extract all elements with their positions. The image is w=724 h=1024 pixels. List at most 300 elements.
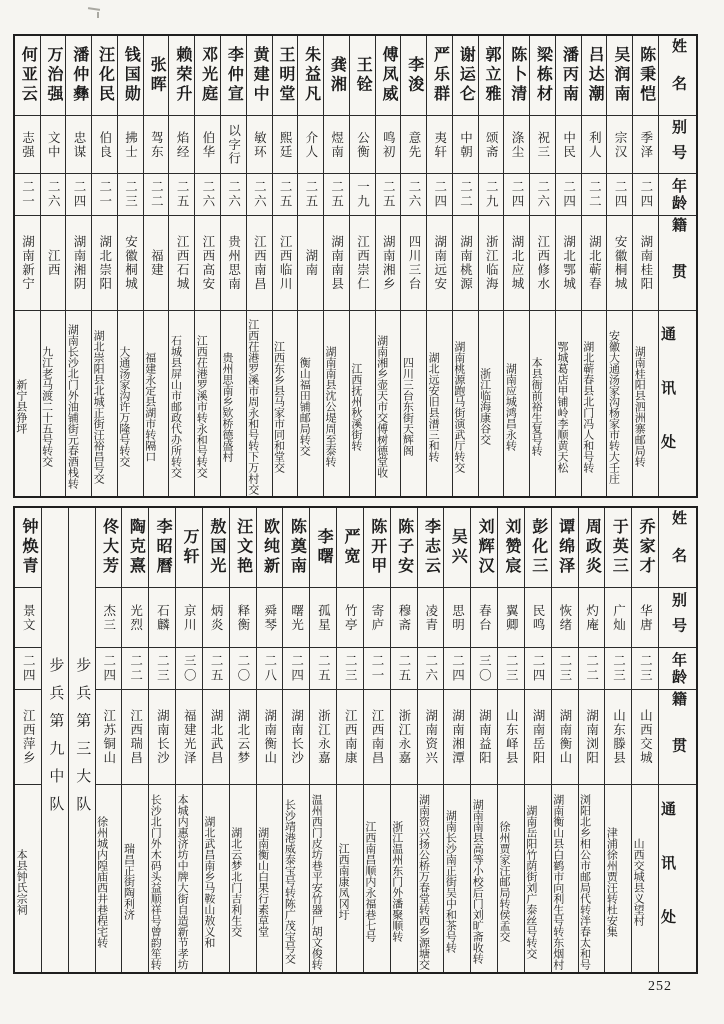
age-cell: [530, 174, 555, 216]
origin-cell-text: 湖南: [303, 249, 318, 277]
name-cell-text: 李昭曆: [154, 518, 172, 577]
address-cell: [92, 311, 117, 496]
age-cell-text: 二五: [175, 180, 190, 209]
origin-cell: [324, 216, 349, 311]
origin-cell: [607, 216, 632, 311]
age-cell: [15, 648, 41, 690]
name-cell-text: 汪文艳: [234, 518, 252, 577]
alias-cell: [169, 116, 194, 174]
alias-cell: [525, 588, 551, 648]
age-cell: [310, 648, 336, 690]
roster-entry-column: [470, 508, 497, 972]
name-cell-text: 龚湘: [328, 55, 346, 96]
name-cell: [122, 508, 148, 588]
name-cell: [632, 508, 658, 588]
address-cell: [15, 785, 41, 972]
origin-cell-text: 湖南南县: [329, 235, 344, 291]
origin-cell-text: 湖南远安: [432, 235, 447, 291]
name-cell-text: 钱国勋: [122, 46, 140, 105]
address-cell: [582, 311, 607, 496]
roster-entry-column: [15, 36, 40, 496]
origin-cell-text: 湖南新宁: [20, 235, 35, 291]
age-cell-text: 二五: [303, 180, 318, 209]
alias-cell: [195, 116, 220, 174]
roster-entry-column: [390, 508, 417, 972]
name-cell-text: 傅凤威: [379, 46, 397, 105]
origin-cell-text: 江西崇仁: [355, 235, 370, 291]
origin-cell-text: 湖北崇阳: [97, 235, 112, 291]
address-cell: [605, 785, 631, 972]
address-cell-text: 江西茌港罗溪市转永和号转交: [195, 335, 208, 478]
roster-entry-column: [524, 508, 551, 972]
name-cell: [230, 508, 256, 588]
name-cell-text: 李志云: [422, 518, 440, 577]
roster-entry-column: [400, 36, 426, 496]
age-cell: [632, 648, 658, 690]
address-cell: [96, 785, 122, 972]
address-cell-text: 徐州贾家汪邮局转侯孟交: [498, 821, 511, 942]
age-cell-text: 二五: [396, 654, 411, 683]
address-cell-text: 九江老马渡二十五号转交: [40, 346, 53, 467]
age-cell: [176, 648, 202, 690]
age-cell: [257, 648, 283, 690]
header-age-cell: [659, 648, 696, 690]
address-cell: [118, 311, 143, 496]
roster-entry-column: [256, 508, 283, 972]
origin-cell: [176, 690, 202, 785]
name-cell-text: 潘丙南: [560, 46, 578, 105]
address-cell: [530, 311, 555, 496]
address-cell: [632, 785, 658, 972]
age-cell: [498, 648, 524, 690]
header-age-label: 年龄: [670, 177, 686, 212]
header-origin-label: 籍贯: [670, 690, 686, 784]
address-cell-text: 福建永定县湖市转隔口: [143, 351, 156, 462]
alias-cell-text: 释衡: [235, 603, 250, 632]
name-cell: [195, 36, 220, 116]
name-cell-text: 钟焕青: [20, 518, 38, 577]
address-cell-text: 新宁县狰坪: [14, 379, 27, 434]
age-cell: [247, 174, 272, 216]
address-cell: [444, 785, 470, 972]
name-cell-text: 吕达潮: [586, 46, 604, 105]
age-cell: [418, 648, 444, 690]
alias-cell-text: 石麟: [155, 603, 170, 632]
address-cell: [66, 311, 91, 496]
header-address-label: 通讯处: [659, 325, 675, 488]
origin-cell: [579, 690, 605, 785]
age-cell-text: 二三: [123, 180, 138, 209]
origin-cell: [230, 690, 256, 785]
origin-cell-text: 福建光泽: [182, 709, 197, 765]
origin-cell: [15, 216, 40, 311]
name-cell: [169, 36, 194, 116]
age-cell: [15, 174, 40, 216]
origin-cell: [203, 690, 229, 785]
unit-title-column: [41, 508, 68, 972]
name-cell: [310, 508, 336, 588]
roster-entry-column: [202, 508, 229, 972]
alias-cell-text: 鸣初: [381, 130, 396, 159]
alias-cell: [504, 116, 529, 174]
name-cell: [118, 36, 143, 116]
roster-entry-column: [117, 36, 143, 496]
name-cell: [257, 508, 283, 588]
alias-cell: [221, 116, 246, 174]
origin-cell-text: 湖北应城: [510, 235, 525, 291]
address-cell-text: 津浦徐州贾汪转杜安集: [605, 826, 618, 937]
address-cell: [552, 785, 578, 972]
age-cell-text: 二四: [638, 180, 653, 209]
origin-cell-text: 湖北蕲春: [587, 235, 602, 291]
alias-cell-text: 民鸣: [531, 603, 546, 632]
age-cell-text: 二五: [278, 180, 293, 209]
alias-cell: [203, 588, 229, 648]
age-cell-text: 二五: [329, 180, 344, 209]
age-cell-text: 二八: [262, 654, 277, 683]
alias-cell-text: 恢绪: [557, 603, 572, 632]
name-cell: [530, 36, 555, 116]
name-cell-text: 李仲宣: [225, 46, 243, 105]
name-cell-text: 陈奠南: [288, 518, 306, 577]
address-cell: [525, 785, 551, 972]
age-cell: [96, 648, 122, 690]
origin-cell: [221, 216, 246, 311]
age-cell-text: 二五: [381, 180, 396, 209]
age-cell-text: 二二: [128, 654, 143, 683]
name-cell-text: 汪化民: [96, 46, 114, 105]
age-cell: [471, 648, 497, 690]
name-cell: [498, 508, 524, 588]
roster-entry-column: [578, 508, 605, 972]
address-cell-text: 本县衙前裕生复号转: [530, 357, 543, 456]
address-cell-text: 大通汤家沟许万隆号转交: [117, 346, 130, 467]
age-cell-text: 二四: [72, 180, 87, 209]
address-cell-text: 湖南桂阳县泗洲寨邮局转: [633, 346, 646, 467]
name-cell: [471, 508, 497, 588]
age-cell: [479, 174, 504, 216]
address-cell: [471, 785, 497, 972]
alias-cell-text: 煜南: [329, 130, 344, 159]
roster-entry-column: [95, 508, 122, 972]
name-cell: [92, 36, 117, 116]
header-alias-cell: [659, 588, 696, 648]
alias-cell-text: 翼卿: [504, 603, 519, 632]
alias-cell: [176, 588, 202, 648]
roster-entry-column: [143, 36, 169, 496]
address-cell: [391, 785, 417, 972]
name-cell-text: 郭立雅: [483, 46, 501, 105]
address-cell: [195, 311, 220, 496]
roster-entry-column: [323, 36, 349, 496]
header-alias-label: 别号: [670, 592, 686, 643]
origin-cell-text: 浙江永嘉: [396, 709, 411, 765]
origin-cell: [310, 690, 336, 785]
name-cell: [273, 36, 298, 116]
alias-cell-text: 文中: [46, 130, 61, 159]
age-cell: [427, 174, 452, 216]
name-cell: [525, 508, 551, 588]
origin-cell: [582, 216, 607, 311]
age-cell-text: 二三: [557, 654, 572, 683]
address-cell-text: 湖南长沙北门外油铺街元春酒栈转: [66, 324, 79, 489]
address-cell-text: 湖南岳阳竹荫街刘广泰丝号转交: [524, 804, 537, 959]
origin-cell-text: 湖南衡山: [262, 709, 277, 765]
unit-title-text: 步兵第三大队: [74, 656, 91, 824]
name-cell-text: 敖国光: [207, 518, 225, 577]
scan-artifact: [97, 12, 99, 18]
address-cell-text: 湖南南县高等小校后门刘旷斋收转: [471, 799, 484, 964]
name-cell: [337, 508, 363, 588]
name-cell: [66, 36, 91, 116]
name-cell: [605, 508, 631, 588]
alias-cell-text: 春台: [477, 603, 492, 632]
name-cell: [247, 36, 272, 116]
alias-cell-text: 穆斋: [396, 603, 411, 632]
origin-cell-text: 福建: [149, 249, 164, 277]
name-cell-text: 刘赞宸: [502, 518, 520, 577]
age-cell-text: 二二: [587, 180, 602, 209]
address-cell-text: 瑞昌正街陶利济: [122, 843, 135, 920]
name-cell-text: 万轩: [181, 527, 198, 568]
age-cell: [221, 174, 246, 216]
name-cell: [401, 36, 426, 116]
age-cell-text: 二一: [370, 654, 385, 683]
address-cell-text: 浏阳北乡相公市邮局代转泮春太和号: [578, 793, 591, 970]
origin-cell: [504, 216, 529, 311]
address-cell: [401, 311, 426, 496]
address-cell: [337, 785, 363, 972]
origin-cell: [498, 690, 524, 785]
address-cell: [498, 785, 524, 972]
origin-cell-text: 江西修水: [535, 235, 550, 291]
age-cell-text: 二四: [432, 180, 447, 209]
address-cell: [324, 311, 349, 496]
address-cell: [221, 311, 246, 496]
alias-cell-text: 孤星: [316, 603, 331, 632]
age-cell: [401, 174, 426, 216]
age-cell-text: 二四: [21, 654, 36, 683]
name-cell-text: 梁栋材: [534, 46, 552, 105]
age-cell: [298, 174, 323, 216]
name-cell: [96, 508, 122, 588]
origin-cell: [337, 690, 363, 785]
age-cell: [525, 648, 551, 690]
alias-cell-text: 季泽: [638, 130, 653, 159]
address-cell-text: 江西抚州秋溪街转: [349, 362, 362, 451]
origin-cell: [427, 216, 452, 311]
alias-cell: [479, 116, 504, 174]
origin-cell-text: 江西萍乡: [21, 709, 36, 765]
name-cell-text: 陈秉恺: [637, 46, 655, 105]
address-cell-text: 湖北崇阳县北城正街汪裕昌号交: [92, 329, 105, 484]
origin-cell-text: 浙江永嘉: [316, 709, 331, 765]
alias-cell: [230, 588, 256, 648]
roster-entry-column: [606, 36, 632, 496]
address-cell: [364, 785, 390, 972]
address-cell-text: 湖南衡山白果行素草堂: [256, 826, 269, 937]
alias-cell-text: 拂士: [123, 130, 138, 159]
address-cell-text: 山西交城县义望村: [632, 837, 645, 926]
address-cell-text: 湖北武昌南乡马鞍山敖义和: [202, 815, 215, 948]
origin-cell: [96, 690, 122, 785]
alias-cell: [41, 116, 66, 174]
page-number: 252: [648, 979, 672, 994]
age-cell: [169, 174, 194, 216]
age-cell-text: 二一: [20, 180, 35, 209]
address-cell-text: 鄂城葛店甲铺岭李顺黄天松: [555, 340, 568, 473]
alias-cell: [632, 588, 658, 648]
origin-cell-text: 安徽桐城: [123, 235, 138, 291]
name-cell-text: 何亚云: [19, 46, 37, 105]
name-cell-text: 万治强: [45, 46, 62, 105]
alias-cell-text: 杰三: [101, 603, 116, 632]
name-cell: [391, 508, 417, 588]
origin-cell: [525, 690, 551, 785]
origin-cell: [15, 690, 41, 785]
roster-entry-column: [168, 36, 194, 496]
origin-cell-text: 湖南桃源: [458, 235, 473, 291]
alias-cell: [607, 116, 632, 174]
name-cell: [376, 36, 401, 116]
header-origin-label: 籍贯: [670, 216, 686, 310]
age-cell-text: 二三: [638, 654, 653, 683]
header-age-label: 年龄: [670, 651, 686, 686]
name-cell-text: 乔家才: [637, 518, 655, 577]
age-cell-text: 二四: [613, 180, 628, 209]
origin-cell-text: 湖南湘乡: [381, 235, 396, 291]
address-cell: [418, 785, 444, 972]
address-cell: [504, 311, 529, 496]
roster-entry-column: [148, 508, 175, 972]
age-cell: [633, 174, 658, 216]
age-cell: [376, 174, 401, 216]
origin-cell-text: 湖南长沙: [155, 709, 170, 765]
roster-entry-column: [282, 508, 309, 972]
age-cell: [504, 174, 529, 216]
age-cell-text: 二四: [450, 654, 465, 683]
name-cell-text: 陶克熹: [127, 518, 145, 577]
header-column: [658, 36, 696, 496]
age-cell-text: 二五: [316, 654, 331, 683]
age-cell-text: 二六: [535, 180, 550, 209]
alias-cell: [633, 116, 658, 174]
name-cell-text: 邓光庭: [199, 46, 217, 105]
origin-cell-text: 湖南资兴: [423, 709, 438, 765]
alias-cell-text: 夷轩: [432, 130, 447, 159]
age-cell: [149, 648, 175, 690]
age-cell: [444, 648, 470, 690]
roster-entry-column: [194, 36, 220, 496]
address-cell: [283, 785, 309, 972]
age-cell-text: 二四: [289, 654, 304, 683]
alias-cell-text: 志强: [20, 130, 35, 159]
alias-cell: [273, 116, 298, 174]
alias-cell-text: 公衡: [355, 130, 370, 159]
alias-cell-text: 祝三: [535, 130, 550, 159]
age-cell: [230, 648, 256, 690]
address-cell: [376, 311, 401, 496]
alias-cell-text: 涤尘: [510, 130, 525, 159]
alias-cell: [552, 588, 578, 648]
age-cell: [195, 174, 220, 216]
origin-cell-text: 江西: [46, 249, 61, 277]
alias-cell: [324, 116, 349, 174]
origin-cell-text: 湖北鄂城: [561, 235, 576, 291]
alias-cell: [247, 116, 272, 174]
address-cell: [15, 311, 40, 496]
origin-cell-text: 山东峄县: [504, 709, 519, 765]
address-cell: [230, 785, 256, 972]
roster-entry-column: [272, 36, 298, 496]
age-cell: [144, 174, 169, 216]
name-cell-text: 严宽: [341, 527, 359, 568]
age-cell-text: 二一: [97, 180, 112, 209]
origin-cell: [247, 216, 272, 311]
roster-entry-column: [246, 36, 272, 496]
age-cell-text: 二九: [484, 180, 499, 209]
alias-cell: [453, 116, 478, 174]
alias-cell-text: 中朝: [458, 130, 473, 159]
origin-cell: [273, 216, 298, 311]
address-cell: [633, 311, 658, 496]
alias-cell: [579, 588, 605, 648]
roster-entry-column: [65, 36, 91, 496]
address-cell: [556, 311, 581, 496]
origin-cell-text: 江西高安: [200, 235, 215, 291]
alias-cell: [530, 116, 555, 174]
alias-cell-text: 曙光: [289, 603, 304, 632]
name-cell: [144, 36, 169, 116]
alias-cell: [310, 588, 336, 648]
alias-cell-text: 京川: [182, 603, 197, 632]
name-cell-text: 王明堂: [276, 46, 294, 105]
alias-cell-text: 以字行: [226, 123, 241, 166]
header-alias-cell: [659, 116, 696, 174]
alias-cell: [298, 116, 323, 174]
age-cell: [364, 648, 390, 690]
origin-cell: [283, 690, 309, 785]
age-cell-text: 二三: [343, 654, 358, 683]
name-cell-text: 严乐群: [431, 46, 449, 105]
age-cell-text: 二四: [561, 180, 576, 209]
address-cell: [453, 311, 478, 496]
origin-cell: [195, 216, 220, 311]
origin-cell-text: 江西南康: [343, 709, 358, 765]
origin-cell: [605, 690, 631, 785]
alias-cell-text: 炳炎: [209, 603, 224, 632]
alias-cell: [391, 588, 417, 648]
unit-title-cell: [69, 508, 95, 972]
roster-entry-column: [336, 508, 363, 972]
age-cell-text: 二二: [584, 654, 599, 683]
age-cell: [552, 648, 578, 690]
alias-cell: [471, 588, 497, 648]
name-cell: [556, 36, 581, 116]
age-cell: [605, 648, 631, 690]
address-cell: [169, 311, 194, 496]
roster-entry-column: [15, 508, 41, 972]
age-cell: [337, 648, 363, 690]
name-cell-text: 潘仲彝: [70, 46, 88, 105]
origin-cell-text: 湖南浏阳: [584, 709, 599, 765]
address-cell-text: 浙江临海康谷交: [478, 368, 491, 445]
address-cell-text: 长沙北门外木码头益顺祥号曾韵笙转: [149, 793, 162, 970]
origin-cell: [471, 690, 497, 785]
age-cell-text: 二四: [531, 654, 546, 683]
roster-entry-column: [121, 508, 148, 972]
origin-cell: [92, 216, 117, 311]
